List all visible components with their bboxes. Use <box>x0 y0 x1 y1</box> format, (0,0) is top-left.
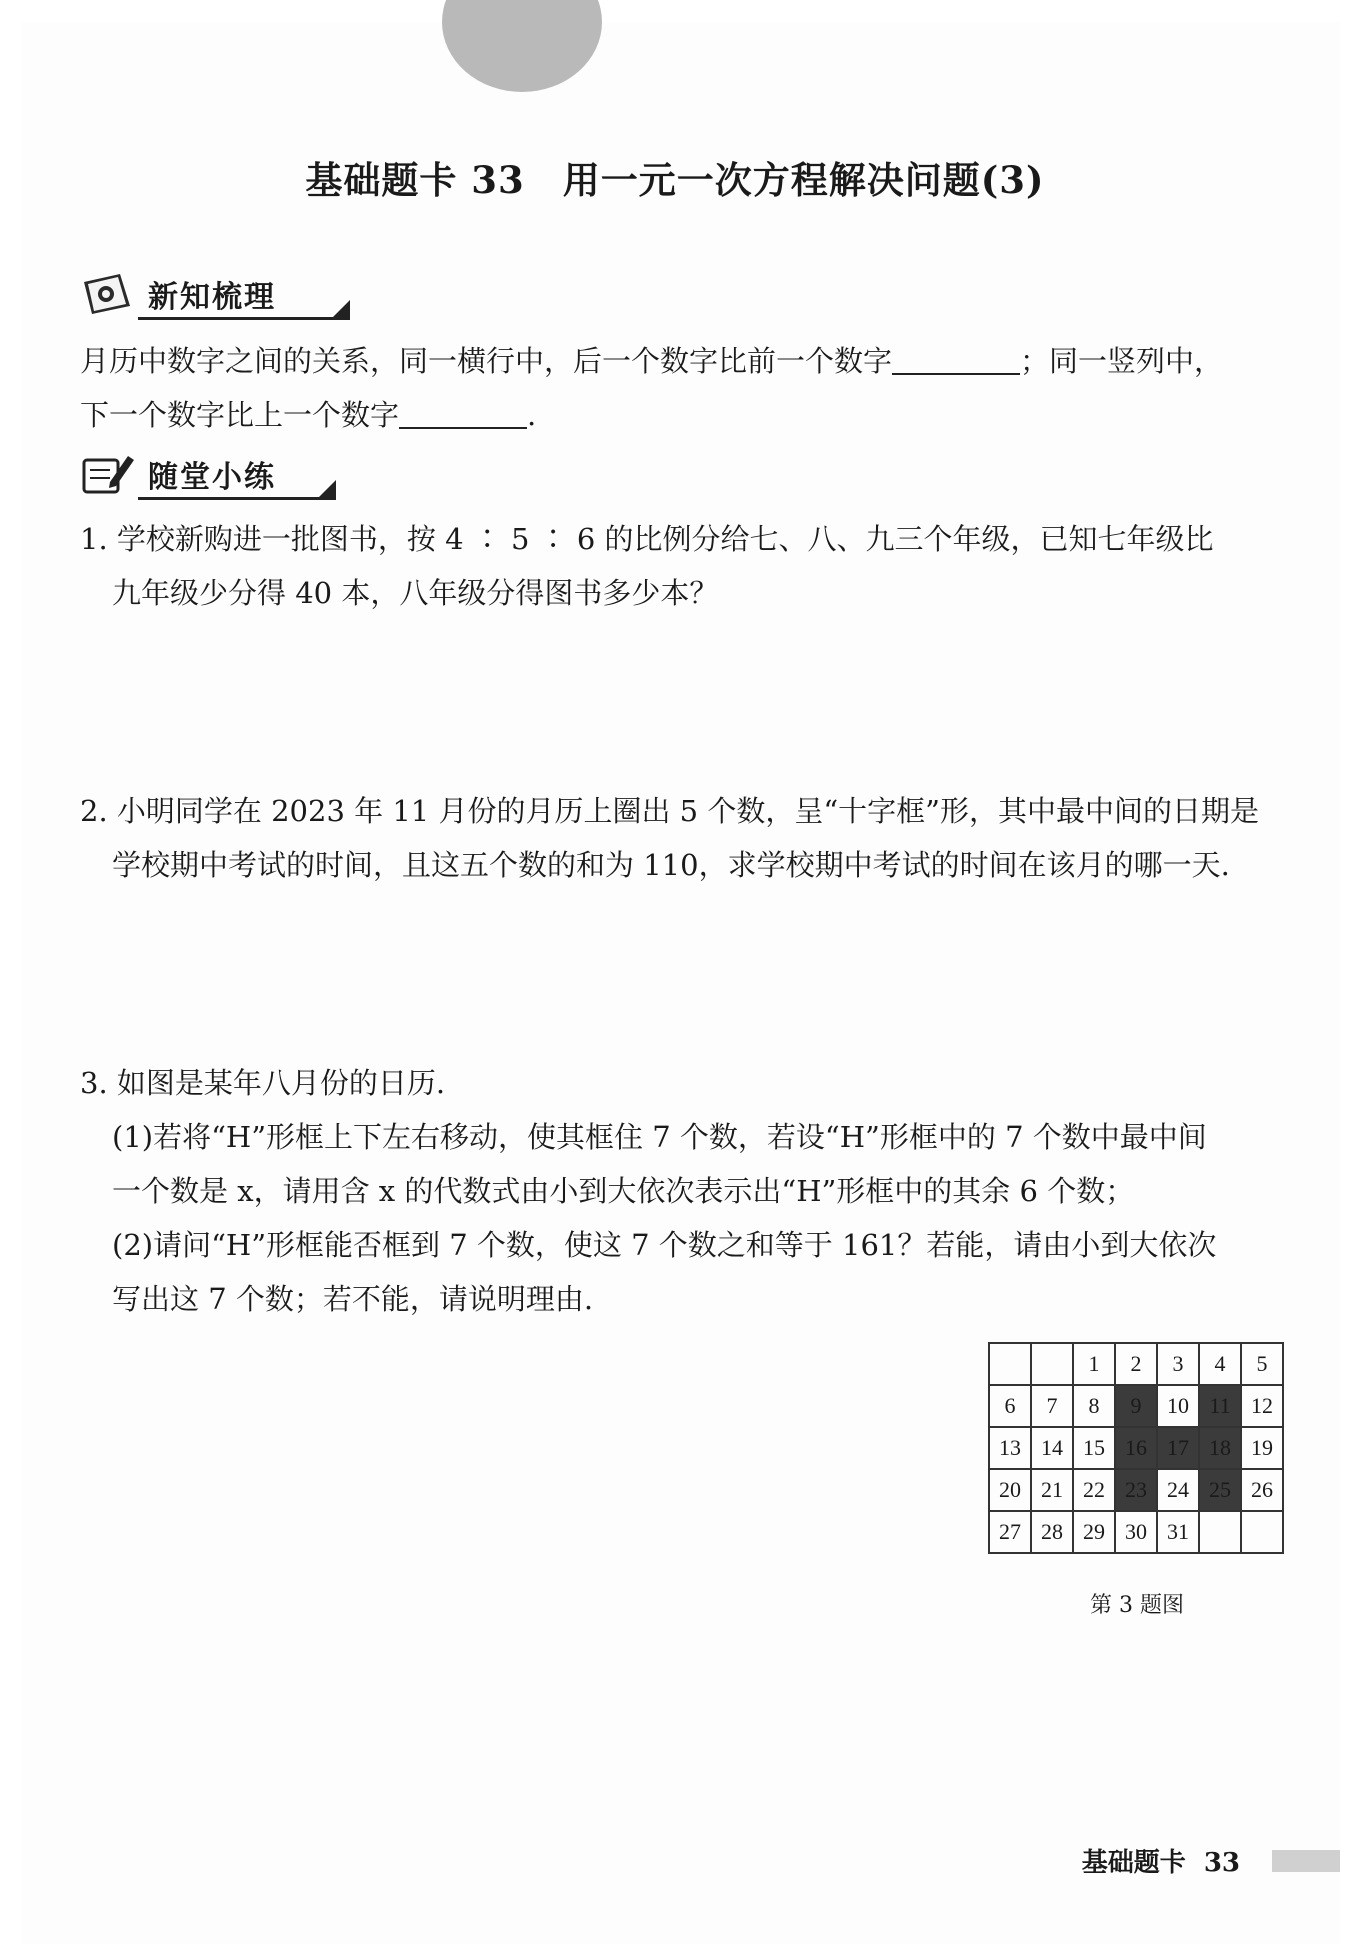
calendar-cell: 28 <box>1031 1511 1073 1553</box>
decorative-blob <box>442 0 602 92</box>
section-header-practice <box>80 452 336 496</box>
calendar-cell: 10 <box>1157 1385 1199 1427</box>
calendar-cell: 8 <box>1073 1385 1115 1427</box>
knowledge-paragraph <box>80 334 1290 442</box>
calendar-cell-highlighted: 18 <box>1199 1427 1241 1469</box>
question-line: 1. 学校新购进一批图书，按 4 ∶ 5 ∶ 6 的比例分给七、八、九三个年级，已知七年级比 <box>80 522 1214 556</box>
text-fragment: . <box>527 398 537 432</box>
calendar-cell: 19 <box>1241 1427 1283 1469</box>
calendar-row <box>989 1385 1283 1427</box>
calendar-row <box>989 1343 1283 1385</box>
calendar-cell: 3 <box>1157 1343 1199 1385</box>
answer-blank[interactable] <box>399 397 527 429</box>
question-line: 2. 小明同学在 2023 年 11 月份的月历上圈出 5 个数，呈“十字框”形，其中最中间的日期是 <box>80 794 1260 828</box>
calendar-cell: 31 <box>1157 1511 1199 1553</box>
calendar-cell <box>1031 1343 1073 1385</box>
section-underline <box>138 317 350 320</box>
calendar-cell: 6 <box>989 1385 1031 1427</box>
page-number: 33 <box>1203 1848 1240 1878</box>
section-label: 新知梳理 <box>148 280 276 315</box>
footer-label: 基础题卡 <box>1081 1848 1186 1878</box>
question-line: (2)请问“H”形框能否框到 7 个数，使这 7 个数之和等于 161？若能，请由小到大依次 <box>112 1228 1217 1262</box>
calendar-cell-highlighted: 9 <box>1115 1385 1157 1427</box>
calendar-cell <box>1199 1511 1241 1553</box>
text-fragment: 月历中数字之间的关系，同一横行中，后一个数字比前一个数字 <box>80 344 893 378</box>
question-line: 写出这 7 个数；若不能，请说明理由. <box>112 1282 594 1316</box>
calendar-cell: 20 <box>989 1469 1031 1511</box>
section-underline <box>138 497 336 500</box>
question-line: 3. 如图是某年八月份的日历. <box>80 1066 446 1100</box>
calendar-cell: 21 <box>1031 1469 1073 1511</box>
book-icon <box>80 272 136 316</box>
footer-decoration <box>1272 1850 1340 1872</box>
calendar-cell: 30 <box>1115 1511 1157 1553</box>
calendar-cell: 29 <box>1073 1511 1115 1553</box>
calendar-row <box>989 1511 1283 1553</box>
question-line: 一个数是 x，请用含 x 的代数式由小到大依次表示出“H”形框中的其余 6 个数； <box>112 1174 1135 1208</box>
calendar-cell: 13 <box>989 1427 1031 1469</box>
calendar-cell: 1 <box>1073 1343 1115 1385</box>
section-header-new-knowledge <box>80 272 350 316</box>
section-triangle-icon <box>332 300 350 318</box>
section-triangle-icon <box>318 480 336 498</box>
calendar-cell: 26 <box>1241 1469 1283 1511</box>
figure-caption: 第 3 题图 <box>1090 1593 1184 1618</box>
page-footer <box>1082 1842 1240 1879</box>
question-line: 学校期中考试的时间，且这五个数的和为 110，求学校期中考试的时间在该月的哪一天. <box>112 848 1230 882</box>
calendar-cell: 5 <box>1241 1343 1283 1385</box>
calendar-cell: 7 <box>1031 1385 1073 1427</box>
calendar-cell: 15 <box>1073 1427 1115 1469</box>
notepad-pencil-icon <box>80 452 136 496</box>
calendar-cell-highlighted: 16 <box>1115 1427 1157 1469</box>
calendar-cell: 2 <box>1115 1343 1157 1385</box>
calendar-cell: 22 <box>1073 1469 1115 1511</box>
section-label: 随堂小练 <box>148 460 276 495</box>
calendar-cell-highlighted: 11 <box>1199 1385 1241 1427</box>
calendar-cell: 4 <box>1199 1343 1241 1385</box>
text-fragment: ；同一竖列中， <box>1020 344 1224 378</box>
calendar-cell: 14 <box>1031 1427 1073 1469</box>
calendar-cell <box>989 1343 1031 1385</box>
calendar-cell-highlighted: 25 <box>1199 1469 1241 1511</box>
calendar-cell: 24 <box>1157 1469 1199 1511</box>
page-title: 基础题卡 33 用一元一次方程解决问题(3) <box>305 158 1045 202</box>
calendar-cell-highlighted: 23 <box>1115 1469 1157 1511</box>
calendar-row <box>989 1427 1283 1469</box>
august-calendar <box>988 1342 1284 1554</box>
calendar-cell: 12 <box>1241 1385 1283 1427</box>
question-3 <box>80 1056 1290 1326</box>
text-fragment: 下一个数字比上一个数字 <box>80 398 400 432</box>
question-2 <box>80 784 1290 892</box>
answer-blank[interactable] <box>892 343 1020 375</box>
question-1 <box>80 512 1290 620</box>
calendar-row <box>989 1469 1283 1511</box>
question-line: (1)若将“H”形框上下左右移动，使其框住 7 个数，若设“H”形框中的 7 个数中最中间 <box>112 1120 1207 1154</box>
question-line: 九年级少分得 40 本，八年级分得图书多少本？ <box>112 576 719 610</box>
calendar-cell: 27 <box>989 1511 1031 1553</box>
calendar-cell-highlighted: 17 <box>1157 1427 1199 1469</box>
calendar-cell <box>1241 1511 1283 1553</box>
